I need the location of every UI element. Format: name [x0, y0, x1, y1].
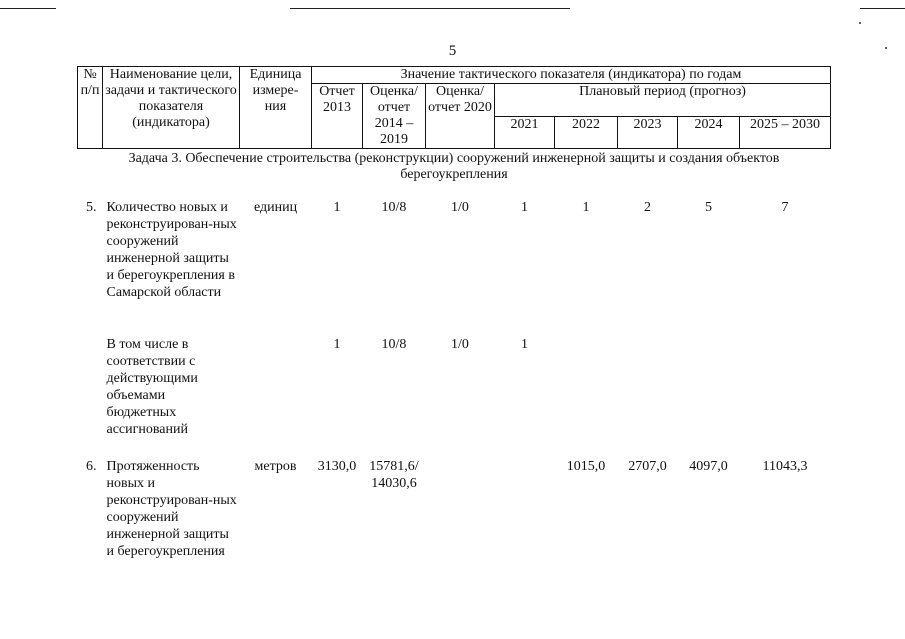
- row-value-2023: 2707,0: [628, 458, 667, 474]
- row-name: Протяженность новых и реконструирован-ных сооружений инженерной защиты и берегоукрепления: [106, 458, 237, 559]
- row-value-2013: 1: [333, 199, 341, 215]
- row-value-2013: 1: [333, 336, 341, 352]
- header-year-2023: 2023: [618, 116, 678, 149]
- row-value-2022: 1: [582, 199, 590, 215]
- row-value-2023: 2: [644, 199, 651, 215]
- header-year-2025-2030: 2025 – 2030: [740, 116, 831, 149]
- row-value-2020: 1/0: [451, 199, 469, 215]
- row-value-2014-2019: 10/8: [381, 199, 407, 215]
- header-year-2024: 2024: [678, 116, 740, 149]
- row-value-2024: [678, 336, 740, 458]
- table-row: [78, 199, 831, 336]
- indicator-table: [77, 66, 831, 583]
- row-value-2021: 1: [521, 199, 528, 215]
- row-value-2021: 1: [521, 336, 528, 352]
- page-number: 5: [448, 43, 457, 59]
- scan-dot: [859, 22, 861, 24]
- row-value-2022: [555, 336, 618, 458]
- row-num: [78, 336, 103, 458]
- row-value-2020: [426, 458, 495, 583]
- header-year-2021: 2021: [495, 116, 555, 149]
- header-plan-group: Плановый период (прогноз): [495, 84, 831, 117]
- header-values-group: Значение тактического показателя (индикатора) по годам: [312, 67, 831, 84]
- header-report-2013: Отчет 2013: [312, 84, 363, 149]
- row-unit: единиц: [253, 199, 298, 215]
- row-value-2022: 1015,0: [566, 458, 606, 474]
- scan-line: [0, 8, 56, 9]
- table-row: [78, 458, 831, 583]
- scan-line: [860, 8, 905, 9]
- row-value-2021: [495, 458, 555, 583]
- header-estimate-2020: Оценка/ отчет 2020: [426, 84, 495, 149]
- row-value-2025-2030: [740, 336, 831, 458]
- row-value-2024: 4097,0: [689, 458, 728, 474]
- row-value-2024: 5: [705, 199, 712, 215]
- scan-line: [290, 8, 570, 9]
- header-unit: Единица измере-ния: [240, 67, 312, 149]
- row-value-2025-2030: 7: [781, 199, 789, 215]
- row-num: 5.: [86, 199, 97, 215]
- row-name: В том числе в соответствии с действующими объемами бюджетных ассигнований: [106, 336, 198, 437]
- row-value-2014-2019: 10/8: [381, 336, 407, 352]
- row-unit: [240, 336, 312, 458]
- row-num: 6.: [86, 458, 97, 474]
- table-row: [78, 336, 831, 458]
- header-num: № п/п: [78, 67, 103, 149]
- task-row: [78, 149, 831, 199]
- header-name: Наименование цели, задачи и тактического показателя (индикатора): [103, 67, 240, 149]
- row-value-2013: 3130,0: [317, 458, 357, 474]
- header-estimate-2014-2019: Оценка/ отчет 2014 – 2019: [363, 84, 426, 149]
- row-name: Количество новых и реконструирован-ных сооружений инженерной защиты и берегоукрепления в Самарской области: [106, 199, 237, 300]
- task-title: Задача 3. Обеспечение строительства (реконструкции) сооружений инженерной защиты и создания объектов берегоукрепления: [128, 151, 780, 182]
- header-year-2022: 2022: [555, 116, 618, 149]
- row-value-2023: [618, 336, 678, 458]
- row-unit: метров: [254, 458, 297, 474]
- row-value-2025-2030: 11043,3: [762, 458, 808, 474]
- row-value-2020: 1/0: [451, 336, 469, 352]
- row-value-2014-2019: 15781,6/ 14030,6: [369, 458, 419, 491]
